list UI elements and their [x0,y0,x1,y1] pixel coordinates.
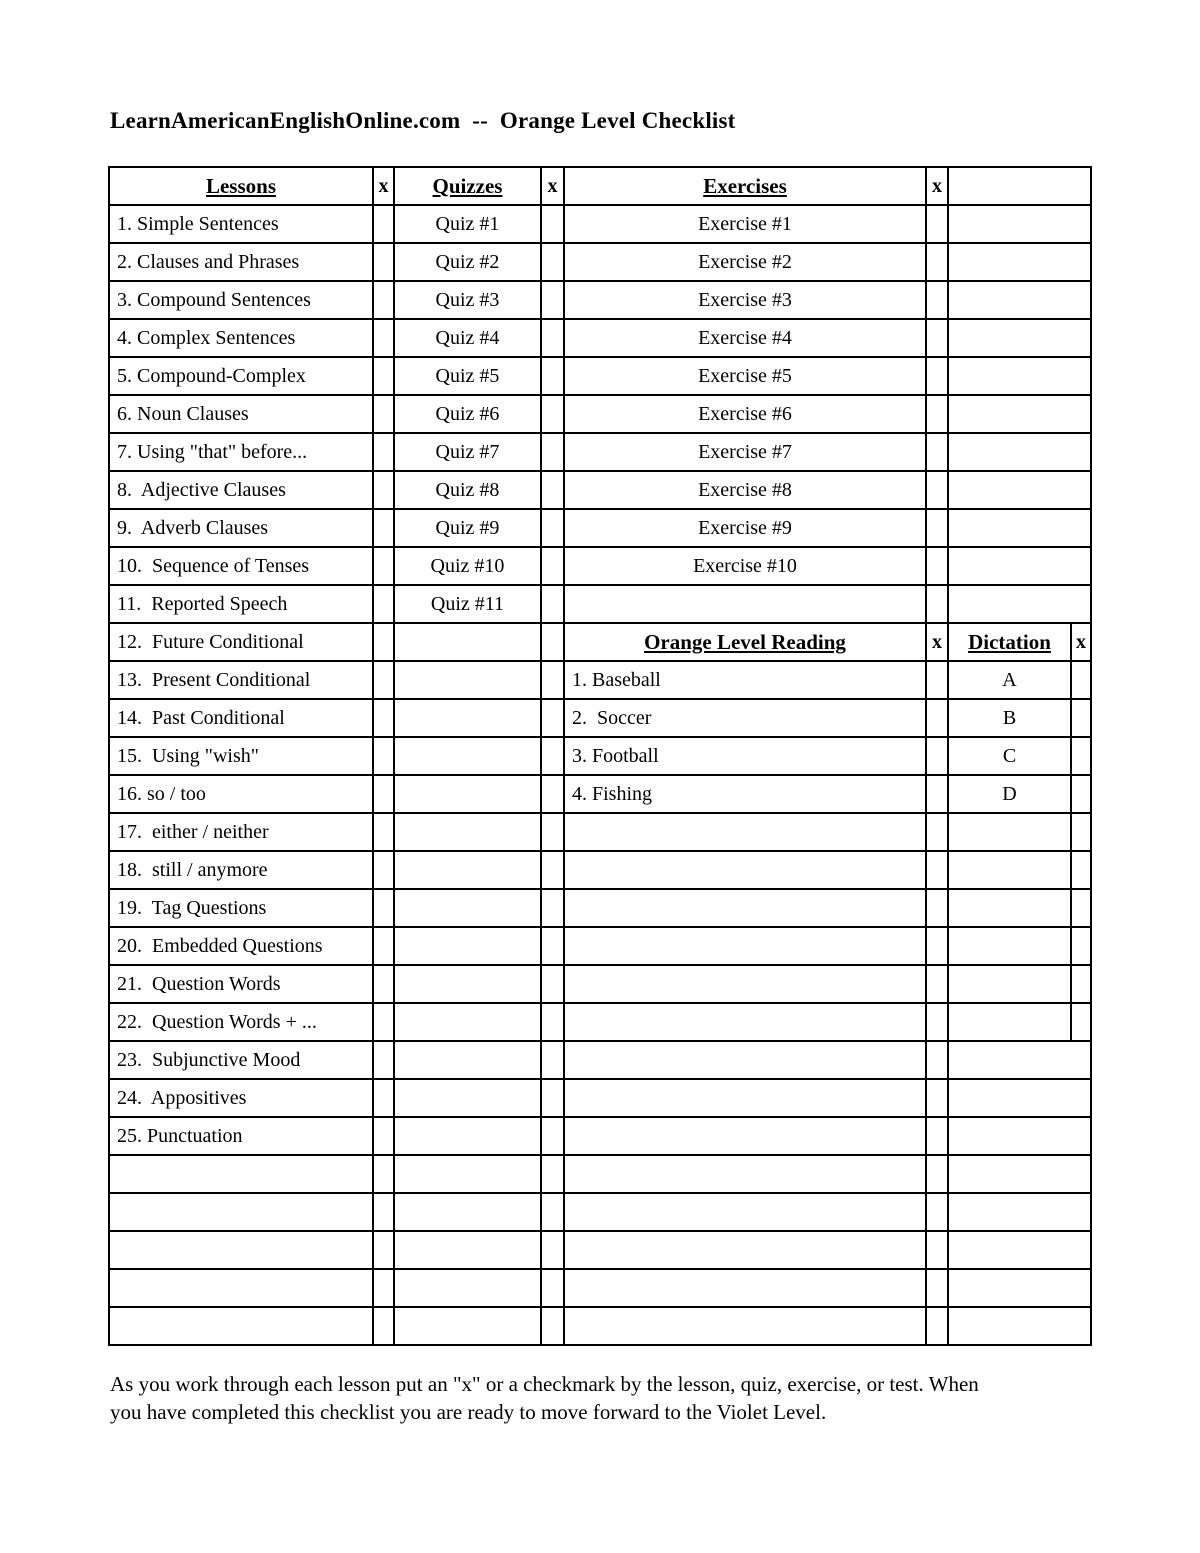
footer-note-line2: you have completed this checklist you are ready to move forward to the Violet Level. [110,1400,827,1424]
notes-cell [949,1042,1092,1080]
lesson-check-cell [374,1194,395,1232]
check-column-header: x [542,168,565,206]
lesson-cell: 14. Past Conditional [110,700,374,738]
quiz-cell [395,662,542,700]
lesson-check-cell [374,624,395,662]
quiz-cell [395,1118,542,1156]
dictation-cell [949,966,1072,1004]
quiz-check-cell [542,472,565,510]
exercise-cell [565,1118,927,1156]
lesson-check-cell [374,928,395,966]
lesson-cell: 24. Appositives [110,1080,374,1118]
footer-note-line1: As you work through each lesson put an "x" or a checkmark by the lesson, quiz, exercise, or test. When [110,1372,979,1396]
lesson-check-cell [374,662,395,700]
exercise-cell: Exercise #2 [565,244,927,282]
quiz-cell [395,852,542,890]
checklist-table [108,166,1092,1346]
quiz-check-cell [542,586,565,624]
reading-check-cell [927,738,949,776]
exercise-check-cell [927,472,949,510]
quiz-cell [395,1042,542,1080]
notes-cell [949,1232,1092,1270]
exercise-check-cell [927,206,949,244]
quiz-check-cell [542,662,565,700]
quiz-cell [395,1270,542,1308]
lesson-check-cell [374,586,395,624]
quiz-cell [395,890,542,928]
lesson-check-cell [374,472,395,510]
reading-cell [565,890,927,928]
dictation-check-cell [1072,928,1092,966]
exercise-check-cell [927,586,949,624]
quiz-cell [395,1004,542,1042]
quizzes-header: Quizzes [395,168,542,206]
exercise-cell: Exercise #1 [565,206,927,244]
quiz-check-cell [542,1118,565,1156]
exercise-check-cell [927,396,949,434]
lesson-check-cell [374,1042,395,1080]
quiz-check-cell [542,776,565,814]
lesson-cell: 9. Adverb Clauses [110,510,374,548]
notes-cell [949,282,1092,320]
lesson-cell: 3. Compound Sentences [110,282,374,320]
exercise-check-cell [927,1156,949,1194]
notes-cell [949,586,1092,624]
dictation-check-cell [1072,890,1092,928]
quiz-cell [395,738,542,776]
dictation-check-cell [1072,966,1092,1004]
quiz-check-cell [542,1270,565,1308]
notes-cell [949,396,1092,434]
exercise-cell [565,1232,927,1270]
check-column-header: x [1072,624,1092,662]
lesson-cell: 23. Subjunctive Mood [110,1042,374,1080]
quiz-cell: Quiz #11 [395,586,542,624]
exercise-cell: Exercise #5 [565,358,927,396]
notes-cell [949,1194,1092,1232]
notes-cell [949,1156,1092,1194]
quiz-cell: Quiz #9 [395,510,542,548]
lesson-check-cell [374,1118,395,1156]
lesson-check-cell [374,206,395,244]
lesson-cell: 11. Reported Speech [110,586,374,624]
quiz-check-cell [542,206,565,244]
quiz-cell: Quiz #5 [395,358,542,396]
dictation-check-cell [1072,662,1092,700]
exercise-check-cell [927,434,949,472]
lesson-cell: 19. Tag Questions [110,890,374,928]
quiz-check-cell [542,814,565,852]
lesson-cell: 6. Noun Clauses [110,396,374,434]
lesson-check-cell [374,396,395,434]
lessons-header: Lessons [110,168,374,206]
exercise-cell: Exercise #3 [565,282,927,320]
reading-check-cell [927,928,949,966]
lesson-check-cell [374,1232,395,1270]
notes-cell [949,320,1092,358]
quiz-cell [395,1080,542,1118]
quiz-check-cell [542,1308,565,1346]
quiz-cell [395,1232,542,1270]
exercise-cell: Exercise #10 [565,548,927,586]
quiz-check-cell [542,510,565,548]
lesson-check-cell [374,966,395,1004]
exercise-cell [565,1042,927,1080]
dictation-check-cell [1072,814,1092,852]
lesson-cell: 8. Adjective Clauses [110,472,374,510]
lesson-cell: 4. Complex Sentences [110,320,374,358]
check-column-header: x [927,624,949,662]
quiz-check-cell [542,700,565,738]
lesson-check-cell [374,890,395,928]
quiz-cell [395,928,542,966]
lesson-check-cell [374,700,395,738]
exercise-cell: Exercise #9 [565,510,927,548]
lesson-cell: 17. either / neither [110,814,374,852]
footer-note [110,1370,1130,1426]
dictation-cell: A [949,662,1072,700]
lesson-cell: 12. Future Conditional [110,624,374,662]
lesson-cell [110,1232,374,1270]
exercise-check-cell [927,548,949,586]
lesson-cell: 22. Question Words + ... [110,1004,374,1042]
lesson-check-cell [374,1156,395,1194]
quiz-cell: Quiz #2 [395,244,542,282]
quiz-check-cell [542,244,565,282]
reading-cell: 1. Baseball [565,662,927,700]
lesson-check-cell [374,358,395,396]
quiz-cell: Quiz #10 [395,548,542,586]
quiz-check-cell [542,1080,565,1118]
quiz-check-cell [542,282,565,320]
exercise-cell [565,586,927,624]
quiz-check-cell [542,1156,565,1194]
lesson-cell: 16. so / too [110,776,374,814]
dictation-cell: C [949,738,1072,776]
lesson-cell: 15. Using "wish" [110,738,374,776]
exercise-cell: Exercise #8 [565,472,927,510]
exercise-cell [565,1270,927,1308]
exercise-cell [565,1308,927,1346]
quiz-cell [395,1156,542,1194]
lesson-check-cell [374,814,395,852]
lesson-cell [110,1308,374,1346]
notes-cell [949,244,1092,282]
quiz-cell: Quiz #8 [395,472,542,510]
page-title: LearnAmericanEnglishOnline.com -- Orange Level Checklist [110,108,736,133]
lesson-cell: 18. still / anymore [110,852,374,890]
reading-cell: 2. Soccer [565,700,927,738]
quiz-check-cell [542,624,565,662]
lesson-cell [110,1270,374,1308]
exercise-check-cell [927,320,949,358]
lesson-cell [110,1156,374,1194]
reading-cell [565,814,927,852]
reading-cell [565,852,927,890]
dictation-cell: B [949,700,1072,738]
quiz-cell [395,776,542,814]
reading-check-cell [927,966,949,1004]
dictation-cell [949,814,1072,852]
quiz-check-cell [542,928,565,966]
quiz-check-cell [542,852,565,890]
lesson-cell: 10. Sequence of Tenses [110,548,374,586]
lesson-check-cell [374,282,395,320]
reading-check-cell [927,662,949,700]
quiz-check-cell [542,1004,565,1042]
dictation-check-cell [1072,1004,1092,1042]
quiz-check-cell [542,738,565,776]
exercise-check-cell [927,358,949,396]
lesson-check-cell [374,1270,395,1308]
quiz-check-cell [542,1042,565,1080]
quiz-check-cell [542,396,565,434]
exercise-check-cell [927,1194,949,1232]
quiz-cell [395,1308,542,1346]
exercise-cell: Exercise #4 [565,320,927,358]
exercise-check-cell [927,1042,949,1080]
quiz-cell: Quiz #7 [395,434,542,472]
dictation-cell [949,852,1072,890]
reading-check-cell [927,700,949,738]
notes-cell [949,1270,1092,1308]
exercise-cell: Exercise #7 [565,434,927,472]
quiz-check-cell [542,434,565,472]
dictation-cell [949,928,1072,966]
lesson-check-cell [374,776,395,814]
quiz-cell: Quiz #4 [395,320,542,358]
notes-column-header [949,168,1092,206]
notes-cell [949,1308,1092,1346]
quiz-check-cell [542,358,565,396]
quiz-check-cell [542,320,565,358]
lesson-check-cell [374,852,395,890]
reading-cell [565,1004,927,1042]
exercises-header: Exercises [565,168,927,206]
dictation-check-cell [1072,700,1092,738]
notes-cell [949,548,1092,586]
quiz-check-cell [542,966,565,1004]
quiz-check-cell [542,890,565,928]
reading-header: Orange Level Reading [565,624,927,662]
exercise-check-cell [927,1270,949,1308]
notes-cell [949,1080,1092,1118]
lesson-check-cell [374,1308,395,1346]
exercise-cell: Exercise #6 [565,396,927,434]
notes-cell [949,1118,1092,1156]
notes-cell [949,510,1092,548]
lesson-check-cell [374,320,395,358]
reading-check-cell [927,1004,949,1042]
notes-cell [949,206,1092,244]
dictation-check-cell [1072,738,1092,776]
lesson-cell: 5. Compound-Complex [110,358,374,396]
exercise-cell [565,1194,927,1232]
lesson-cell: 1. Simple Sentences [110,206,374,244]
dictation-cell [949,1004,1072,1042]
dictation-check-cell [1072,852,1092,890]
dictation-cell: D [949,776,1072,814]
quiz-cell: Quiz #1 [395,206,542,244]
reading-check-cell [927,814,949,852]
lesson-check-cell [374,548,395,586]
lesson-cell: 20. Embedded Questions [110,928,374,966]
check-column-header: x [374,168,395,206]
reading-cell [565,928,927,966]
exercise-check-cell [927,1080,949,1118]
exercise-check-cell [927,1118,949,1156]
lesson-check-cell [374,434,395,472]
lesson-cell: 25. Punctuation [110,1118,374,1156]
quiz-cell [395,1194,542,1232]
lesson-cell: 13. Present Conditional [110,662,374,700]
dictation-header: Dictation [949,624,1072,662]
lesson-check-cell [374,1080,395,1118]
lesson-cell: 2. Clauses and Phrases [110,244,374,282]
quiz-cell [395,966,542,1004]
reading-cell: 4. Fishing [565,776,927,814]
lesson-cell: 7. Using "that" before... [110,434,374,472]
exercise-check-cell [927,1232,949,1270]
notes-cell [949,358,1092,396]
quiz-cell [395,814,542,852]
reading-cell: 3. Football [565,738,927,776]
lesson-check-cell [374,244,395,282]
quiz-cell: Quiz #3 [395,282,542,320]
exercise-check-cell [927,510,949,548]
dictation-check-cell [1072,776,1092,814]
lesson-check-cell [374,738,395,776]
lesson-check-cell [374,510,395,548]
quiz-cell [395,624,542,662]
exercise-check-cell [927,244,949,282]
quiz-check-cell [542,1194,565,1232]
quiz-cell [395,700,542,738]
exercise-check-cell [927,1308,949,1346]
dictation-cell [949,890,1072,928]
reading-check-cell [927,852,949,890]
reading-cell [565,966,927,1004]
reading-check-cell [927,776,949,814]
exercise-cell [565,1156,927,1194]
quiz-cell: Quiz #6 [395,396,542,434]
check-column-header: x [927,168,949,206]
lesson-check-cell [374,1004,395,1042]
exercise-check-cell [927,282,949,320]
lesson-cell [110,1194,374,1232]
notes-cell [949,472,1092,510]
reading-check-cell [927,890,949,928]
lesson-cell: 21. Question Words [110,966,374,1004]
exercise-cell [565,1080,927,1118]
notes-cell [949,434,1092,472]
quiz-check-cell [542,548,565,586]
quiz-check-cell [542,1232,565,1270]
